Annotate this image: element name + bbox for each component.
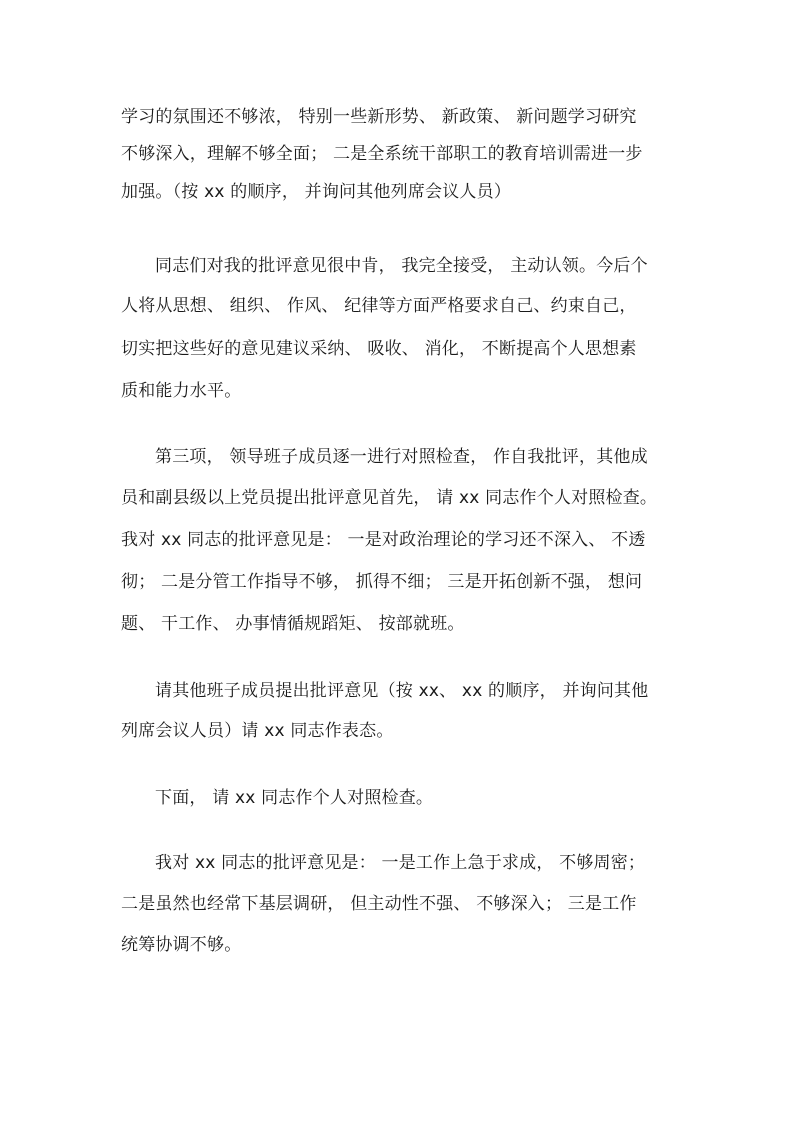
- text-line: 列席会议人员）请 xx 同志作表态。: [121, 721, 394, 741]
- text-line: 同志们对我的批评意见很中肯， 我完全接受， 主动认领。今后个: [155, 256, 648, 276]
- text-line: 员和副县级以上党员提出批评意见首先， 请 xx 同志作个人对照检查。: [121, 488, 658, 508]
- text-line: 题、 干工作、 办事情循规蹈矩、 按部就班。: [121, 614, 465, 634]
- text-line: 我对 xx 同志的批评意见是： 一是工作上急于求成， 不够周密；: [155, 853, 646, 873]
- text-line: 不够深入，理解不够全面； 二是全系统干部职工的教育培训需进一步: [121, 144, 643, 164]
- text-line: 二是虽然也经常下基层调研， 但主动性不强、 不够深入； 三是工作: [121, 894, 637, 914]
- text-line: 第三项， 领导班子成员逐一进行对照检查， 作自我批评，其他成: [155, 447, 648, 467]
- text-line: 下面， 请 xx 同志作个人对照检查。: [155, 788, 434, 808]
- text-line: 质和能力水平。: [121, 381, 242, 401]
- text-line: 人将从思想、 组织、 作风、 纪律等方面严格要求自己、约束自己，: [121, 296, 637, 316]
- text-line: 统筹协调不够。: [121, 935, 242, 955]
- text-line: 切实把这些好的意见建议采纳、 吸收、 消化， 不断提高个人思想素: [121, 339, 637, 359]
- text-line: 我对 xx 同志的批评意见是： 一是对政治理论的学习还不深入、 不透: [121, 530, 646, 550]
- text-line: 请其他班子成员提出批评意见（按 xx、 xx 的顺序， 并询问其他: [155, 681, 649, 701]
- text-line: 学习的氛围还不够浓， 特别一些新形势、 新政策、 新问题学习研究: [121, 107, 637, 127]
- text-line: 彻； 二是分管工作指导不够， 抓得不细； 三是开拓创新不强， 想问: [121, 572, 643, 592]
- text-line: 加强。（按 xx 的顺序， 并询问其他列席会议人员）: [121, 182, 512, 202]
